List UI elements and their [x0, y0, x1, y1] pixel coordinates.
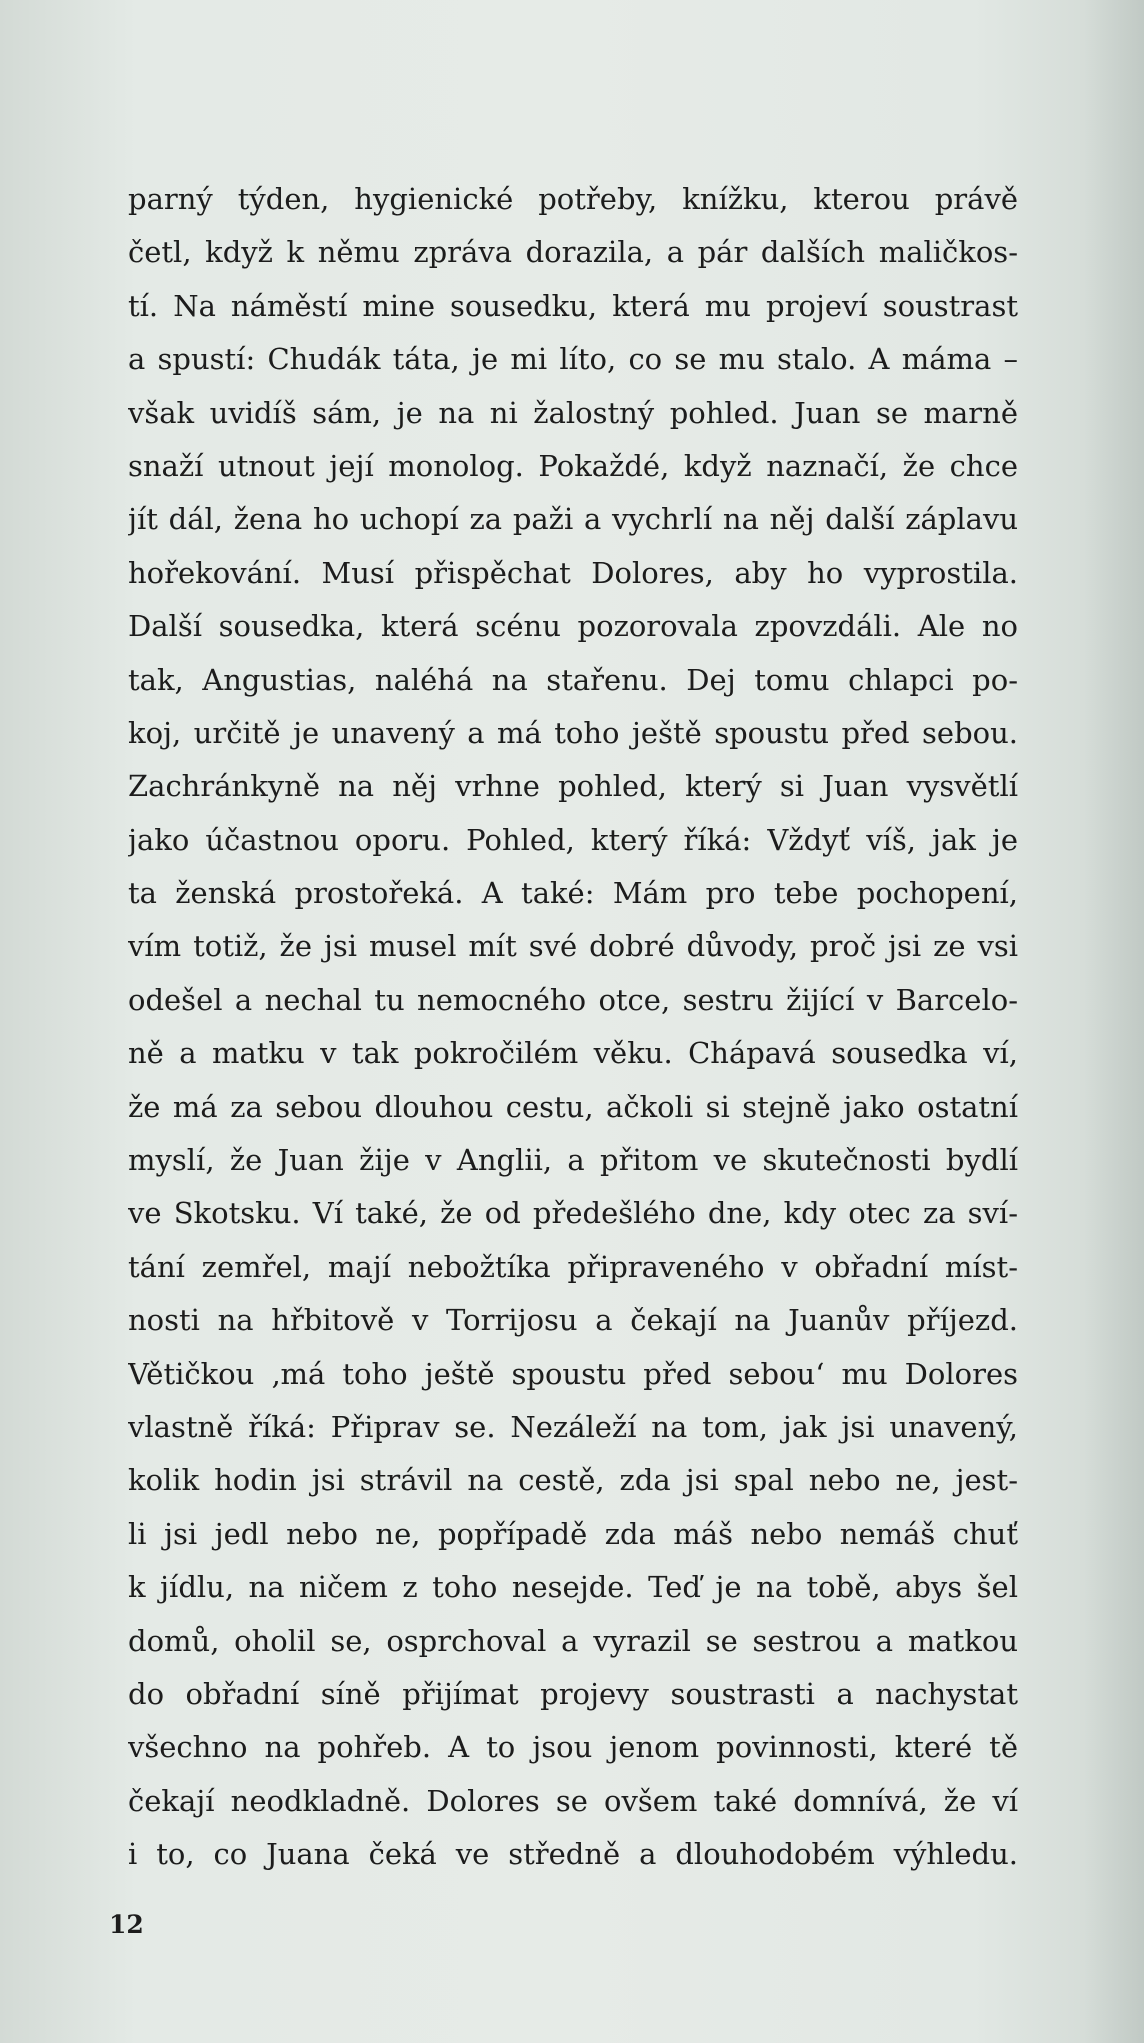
- text-line: i to, co Juana čeká ve středně a dlouhodobém výhledu.: [128, 1837, 1018, 1872]
- text-line: četl, když k němu zpráva dorazila, a pár dalších maličkos-: [128, 235, 1018, 270]
- text-line: snaží utnout její monolog. Pokaždé, když naznačí, že chce: [128, 448, 1018, 483]
- text-line: nosti na hřbitově v Torrijosu a čekají na Juanův příjezd.: [128, 1303, 1018, 1338]
- text-line: odešel a nechal tu nemocného otce, sestru žijící v Barcelo-: [128, 982, 1018, 1017]
- text-line: že má za sebou dlouhou cestu, ačkoli si stejně jako ostatní: [128, 1089, 1018, 1124]
- text-line: koj, určitě je unavený a má toho ještě spoustu před sebou.: [128, 715, 1018, 750]
- text-line: čekají neodkladně. Dolores se ovšem také domnívá, že ví: [128, 1783, 1018, 1818]
- page-number: 12: [109, 1910, 144, 1939]
- text-line: ve Skotsku. Ví také, že od předešlého dne, kdy otec za sví-: [128, 1196, 1018, 1231]
- text-line: myslí, že Juan žije v Anglii, a přitom ve skutečnosti bydlí: [128, 1143, 1018, 1178]
- text-line: parný týden, hygienické potřeby, knížku, kterou právě: [128, 182, 1018, 216]
- text-line: domů, oholil se, osprchoval a vyrazil se sestrou a matkou: [128, 1623, 1018, 1658]
- text-line: tí. Na náměstí mine sousedku, která mu projeví soustrast: [128, 288, 1018, 323]
- text-line: do obřadní síně přijímat projevy soustrasti a nachystat: [128, 1676, 1018, 1711]
- text-line: li jsi jedl nebo ne, popřípadě zda máš nebo nemáš chuť: [128, 1516, 1018, 1551]
- text-line: Další sousedka, která scénu pozorovala zpovzdáli. Ale no: [128, 609, 1018, 644]
- text-line: však uvidíš sám, je na ni žalostný pohled. Juan se marně: [128, 395, 1018, 430]
- body-text: [128, 173, 1018, 1882]
- text-line: a spustí: Chudák táta, je mi líto, co se mu stalo. A máma –: [128, 342, 1018, 377]
- text-line: vím totiž, že jsi musel mít své dobré důvody, proč jsi ze vsi: [128, 929, 1018, 964]
- text-line: ně a matku v tak pokročilém věku. Chápavá sousedka ví,: [128, 1036, 1018, 1071]
- text-line: k jídlu, na ničem z toho nesejde. Teď je na tobě, abys šel: [128, 1570, 1018, 1605]
- text-line: tání zemřel, mají nebožtíka připraveného v obřadní míst-: [128, 1249, 1018, 1284]
- text-line: jako účastnou oporu. Pohled, který říká: Vždyť víš, jak je: [128, 822, 1018, 857]
- text-line: ta ženská prostořeká. A také: Mám pro tebe pochopení,: [128, 876, 1018, 911]
- text-line: hořekování. Musí přispěchat Dolores, aby ho vyprostila.: [128, 555, 1018, 590]
- text-line: Větičkou ‚má toho ještě spoustu před sebou‘ mu Dolores: [128, 1356, 1018, 1391]
- text-line: vlastně říká: Připrav se. Nezáleží na tom, jak jsi unavený,: [128, 1409, 1018, 1444]
- text-line: všechno na pohřeb. A to jsou jenom povinnosti, které tě: [128, 1730, 1018, 1765]
- text-line: Zachránkyně na něj vrhne pohled, který si Juan vysvětlí: [128, 769, 1018, 804]
- text-line: tak, Angustias, naléhá na stařenu. Dej tomu chlapci po-: [128, 662, 1018, 697]
- text-line: jít dál, žena ho uchopí za paži a vychrlí na něj další záplavu: [128, 502, 1018, 537]
- text-line: kolik hodin jsi strávil na cestě, zda jsi spal nebo ne, jest-: [128, 1463, 1018, 1498]
